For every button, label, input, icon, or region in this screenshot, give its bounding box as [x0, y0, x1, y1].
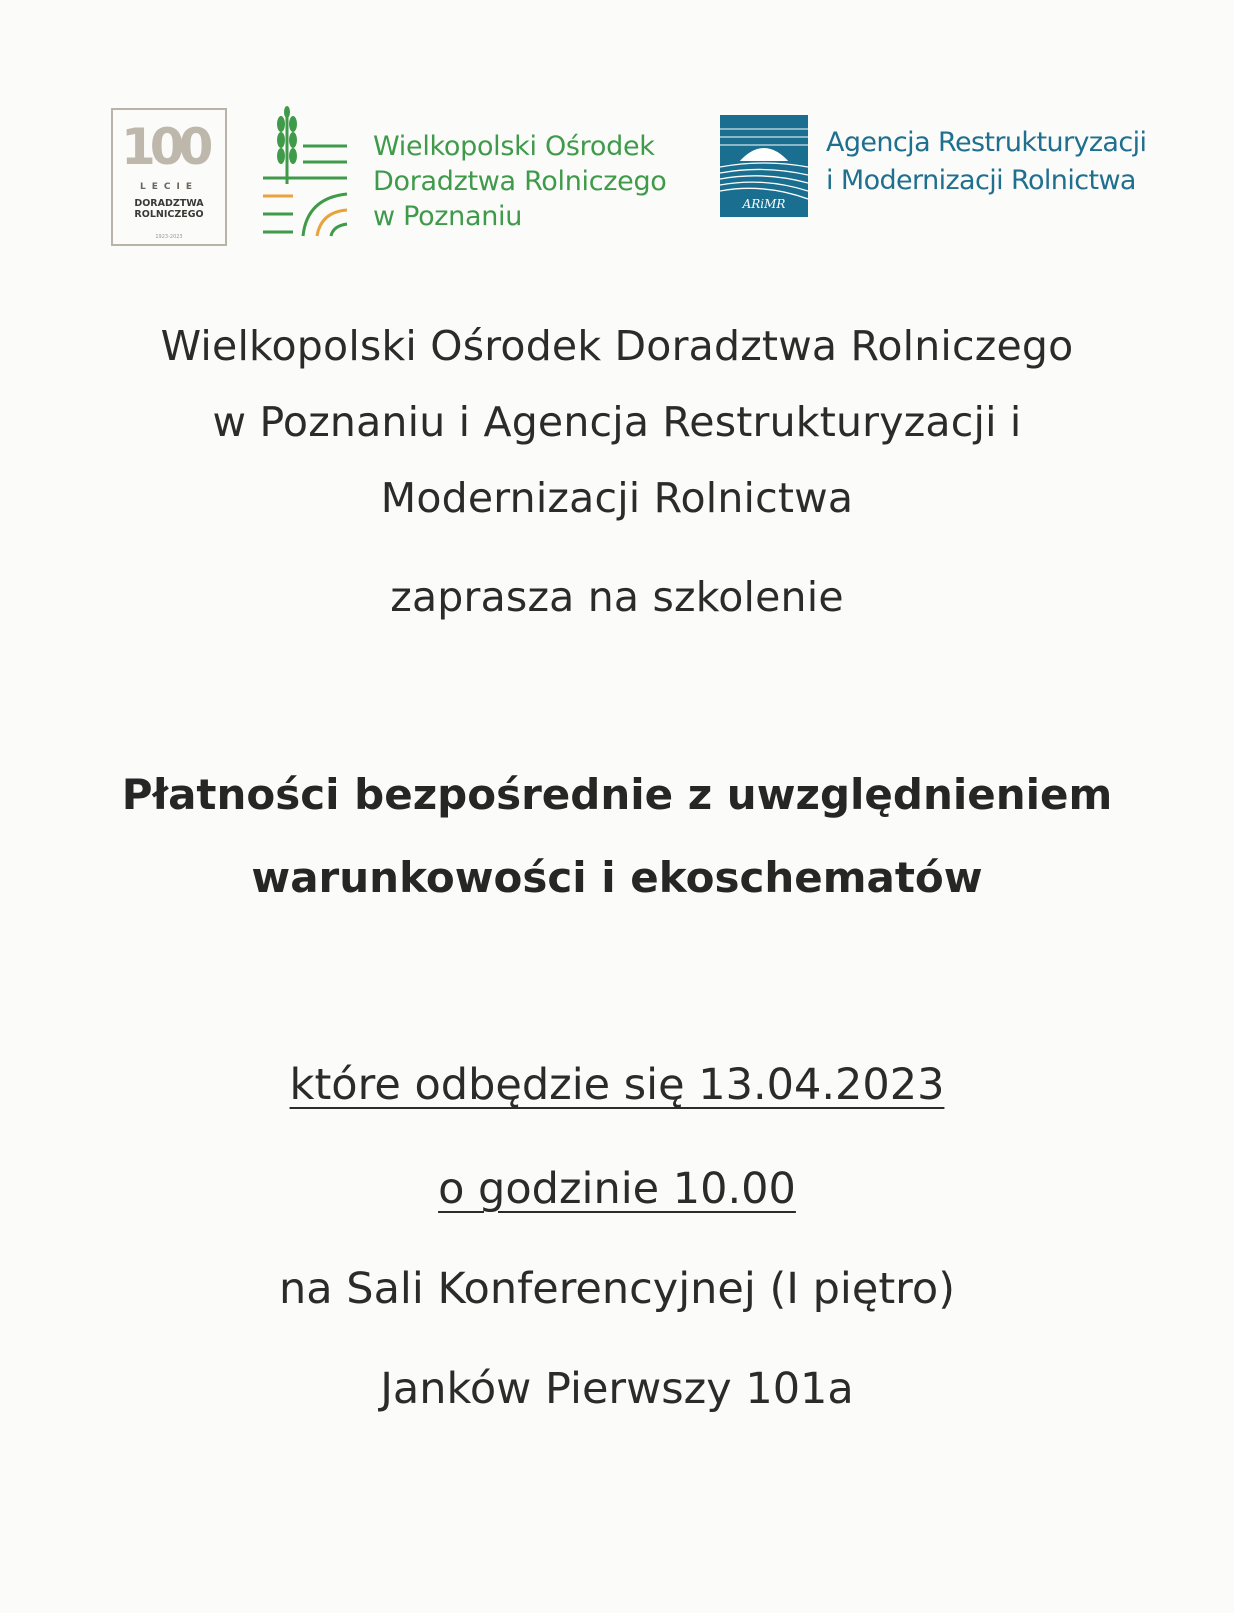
anniversary-caption-line2: ROLNICZEGO — [134, 209, 204, 220]
arimr-name-line1: Agencja Restrukturyzacji — [826, 127, 1147, 158]
intro-line-1: Wielkopolski Ośrodek Doradztwa Rolniczego — [160, 322, 1074, 370]
arimr-logo — [720, 115, 808, 217]
event-address: Janków Pierwszy 101a — [380, 1364, 854, 1414]
wodr-name-line2: Doradztwa Rolniczego — [373, 166, 667, 197]
anniversary-years: 1923-2023 — [155, 234, 183, 240]
anniversary-caption-line1: DORADZTWA — [134, 198, 204, 209]
intro-invitation: zaprasza na szkolenie — [390, 573, 844, 621]
wodr-name-line1: Wielkopolski Ośrodek — [373, 131, 655, 162]
wodr-name-line3: w Poznaniu — [373, 201, 523, 232]
event-time — [0, 1164, 1234, 1214]
anniversary-lecie: LECIE — [140, 182, 198, 192]
training-title-line-1: Płatności bezpośrednie z uwzględnieniem — [121, 770, 1113, 819]
arimr-badge-text: ARiMR — [742, 197, 786, 211]
anniversary-logo — [111, 108, 227, 246]
arimr-name-line2: i Modernizacji Rolnictwa — [826, 165, 1136, 196]
anniversary-number: 100 — [121, 118, 208, 176]
wodr-name — [373, 129, 667, 234]
event-date-text: które odbędzie się 13.04.2023 — [289, 1060, 945, 1110]
intro-line-3: Modernizacji Rolnictwa — [380, 474, 854, 522]
arimr-name — [826, 124, 1146, 200]
event-date — [0, 1060, 1234, 1110]
event-time-text: o godzinie 10.00 — [438, 1164, 796, 1214]
training-title-line-2: warunkowości i ekoschematów — [251, 853, 983, 902]
anniversary-caption — [113, 198, 225, 220]
logo-header — [0, 0, 1234, 260]
wodr-wheat-icon — [263, 106, 353, 246]
event-room: na Sali Konferencyjnej (I piętro) — [279, 1264, 955, 1314]
intro-line-2: w Poznaniu i Agencja Restrukturyzacji i — [212, 398, 1022, 446]
